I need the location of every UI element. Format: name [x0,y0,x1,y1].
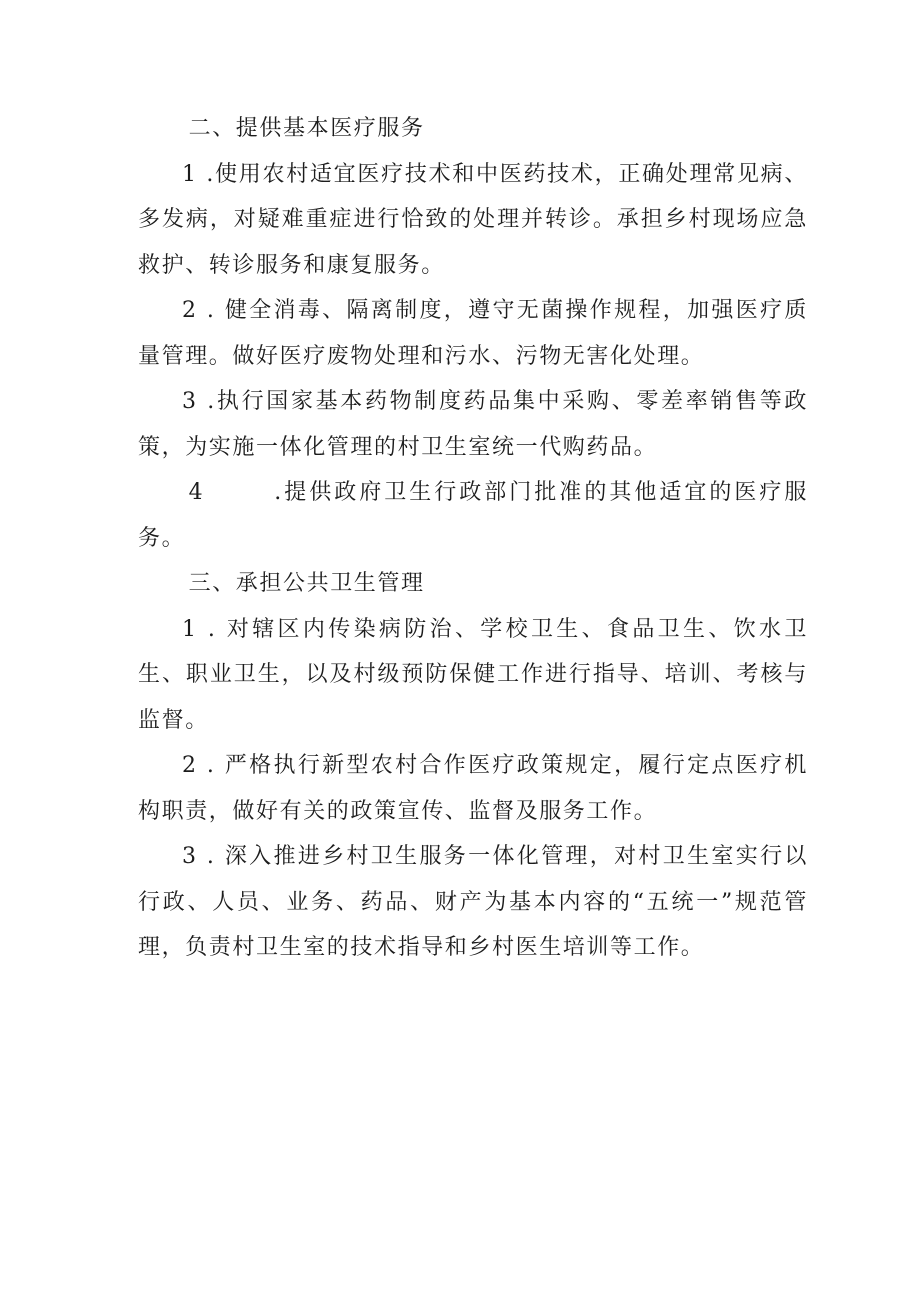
section-heading-public-health-management: 三、承担公共卫生管理 [188,571,425,596]
paragraph-item-4: 4 .提供政府卫生行政部门批准的其他适宜的医疗服务。 [138,480,808,551]
paragraph-item-3: 3 . 深入推进乡村卫生服务一体化管理，对村卫生室实行以行政、人员、业务、药品、财产为基本内容的“五统一”规范管理，负责村卫生室的技术指导和乡村医生培训等工作。 [138,844,808,960]
paragraph-item-1: 1 .使用农村适宜医疗技术和中医药技术，正确处理常见病、多发病，对疑难重症进行恰致的处理并转诊。承担乡村现场应急救护、转诊服务和康复服务。 [138,161,808,278]
paragraph-item-1: 1 . 对辖区内传染病防治、学校卫生、食品卫生、饮水卫生、职业卫生，以及村级预防保健工作进行指导、培训、考核与监督。 [138,616,808,733]
paragraph-item-3: 3 .执行国家基本药物制度药品集中采购、零差率销售等政策，为实施一体化管理的村卫生室统一代购药品。 [138,389,808,460]
document-body [138,106,808,971]
paragraph-item-2: 2 . 健全消毒、隔离制度，遵守无菌操作规程，加强医疗质量管理。做好医疗废物处理和污水、污物无害化处理。 [138,298,808,369]
section-heading-basic-medical-services: 二、提供基本医疗服务 [188,116,425,141]
paragraph-item-2: 2 . 严格执行新型农村合作医疗政策规定，履行定点医疗机构职责，做好有关的政策宣传、监督及服务工作。 [138,753,808,824]
